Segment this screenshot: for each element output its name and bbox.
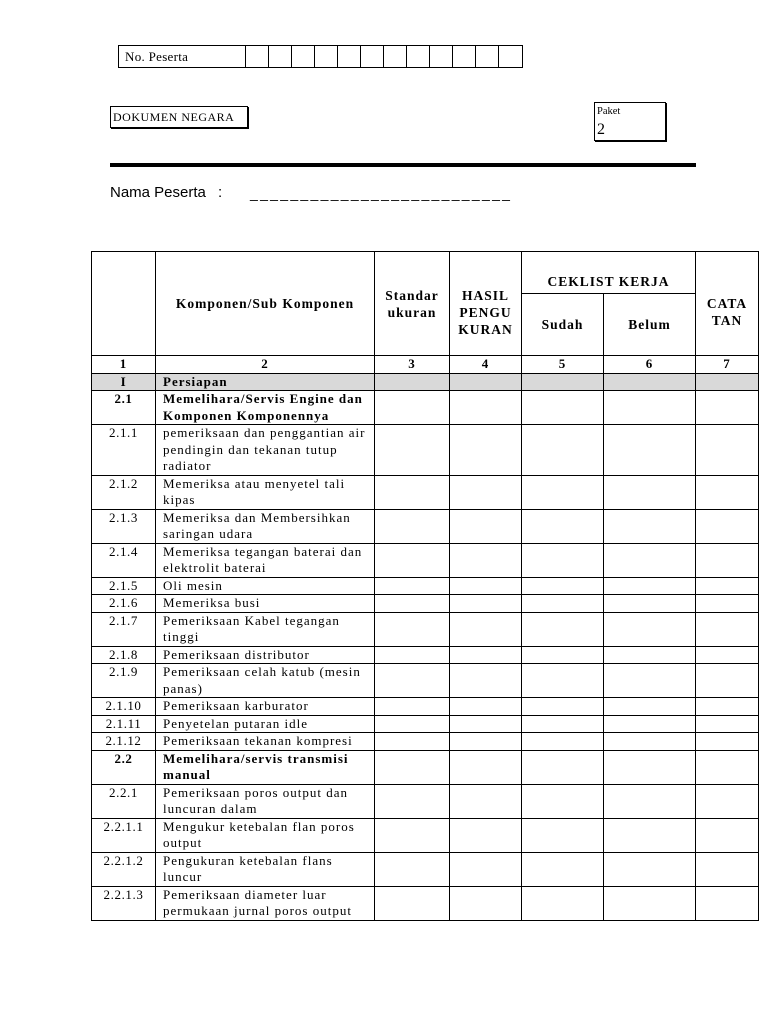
row-number: 2.1.7 bbox=[92, 612, 156, 646]
belum-cell bbox=[604, 475, 696, 509]
row-number: 2.1.1 bbox=[92, 425, 156, 476]
komponen-text: Memelihara/Servis Engine dan Komponen Komponennya bbox=[156, 391, 375, 425]
hasil-pengukuran-cell bbox=[450, 543, 522, 577]
sudah-cell bbox=[522, 543, 604, 577]
hasil-pengukuran-cell bbox=[450, 646, 522, 664]
no-peserta-digit-box bbox=[338, 46, 361, 67]
table-row bbox=[92, 577, 759, 595]
nama-peserta-label: Nama Peserta bbox=[110, 184, 206, 201]
column-number: 1 bbox=[92, 356, 156, 374]
sudah-cell bbox=[522, 373, 604, 391]
sudah-cell bbox=[522, 425, 604, 476]
hasil-pengukuran-column-header: HASIL PENGU KURAN bbox=[450, 252, 522, 356]
sudah-cell bbox=[522, 784, 604, 818]
sudah-cell bbox=[522, 852, 604, 886]
belum-cell bbox=[604, 373, 696, 391]
table-row bbox=[92, 664, 759, 698]
no-peserta-label: No. Peserta bbox=[119, 46, 246, 67]
no-peserta-digit-box bbox=[499, 46, 522, 67]
row-number: 2.1.11 bbox=[92, 715, 156, 733]
no-peserta-digit-box bbox=[246, 46, 269, 67]
no-peserta-digit-box bbox=[407, 46, 430, 67]
column-number: 7 bbox=[696, 356, 759, 374]
standar-ukuran-cell bbox=[375, 698, 450, 716]
hasil-pengukuran-cell bbox=[450, 750, 522, 784]
hasil-pengukuran-cell bbox=[450, 886, 522, 920]
table-row bbox=[92, 784, 759, 818]
hasil-pengukuran-cell bbox=[450, 577, 522, 595]
belum-cell bbox=[604, 715, 696, 733]
row-number: 2.1.8 bbox=[92, 646, 156, 664]
nama-peserta-colon: : bbox=[218, 184, 223, 201]
komponen-text: Mengukur ketebalan flan poros output bbox=[156, 818, 375, 852]
row-number: 2.1.9 bbox=[92, 664, 156, 698]
hasil-pengukuran-cell bbox=[450, 612, 522, 646]
belum-cell bbox=[604, 577, 696, 595]
catatan-cell bbox=[696, 509, 759, 543]
belum-cell bbox=[604, 852, 696, 886]
standar-ukuran-cell bbox=[375, 425, 450, 476]
hasil-pengukuran-cell bbox=[450, 664, 522, 698]
group-row bbox=[92, 391, 759, 425]
table-row bbox=[92, 818, 759, 852]
sudah-cell bbox=[522, 750, 604, 784]
no-peserta-field bbox=[118, 45, 523, 68]
belum-column-header: Belum bbox=[604, 294, 696, 356]
standar-ukuran-cell bbox=[375, 612, 450, 646]
section-title: Persiapan bbox=[156, 373, 375, 391]
row-number: 2.1.2 bbox=[92, 475, 156, 509]
standar-ukuran-cell bbox=[375, 664, 450, 698]
hasil-pengukuran-cell bbox=[450, 595, 522, 613]
standar-ukuran-cell bbox=[375, 391, 450, 425]
sudah-cell bbox=[522, 715, 604, 733]
catatan-cell bbox=[696, 646, 759, 664]
catatan-cell bbox=[696, 664, 759, 698]
catatan-cell bbox=[696, 886, 759, 920]
table-row bbox=[92, 733, 759, 751]
catatan-cell bbox=[696, 577, 759, 595]
header-divider bbox=[110, 163, 696, 167]
komponen-text: Pemeriksaan distributor bbox=[156, 646, 375, 664]
standar-ukuran-column-header: Standar ukuran bbox=[375, 252, 450, 356]
row-number: 2.1 bbox=[92, 391, 156, 425]
paket-label: Paket bbox=[597, 106, 621, 117]
komponen-text: Pemeriksaan tekanan kompresi bbox=[156, 733, 375, 751]
row-number: 2.1.4 bbox=[92, 543, 156, 577]
komponen-text: Memeriksa dan Membersihkan saringan udara bbox=[156, 509, 375, 543]
table-row bbox=[92, 646, 759, 664]
komponen-text: Pemeriksaan poros output dan luncuran dalam bbox=[156, 784, 375, 818]
section-row bbox=[92, 373, 759, 391]
sudah-cell bbox=[522, 475, 604, 509]
table-row bbox=[92, 425, 759, 476]
catatan-cell bbox=[696, 733, 759, 751]
row-number: 2.1.5 bbox=[92, 577, 156, 595]
catatan-cell bbox=[696, 715, 759, 733]
standar-ukuran-cell bbox=[375, 886, 450, 920]
row-number: 2.2.1.3 bbox=[92, 886, 156, 920]
table-row bbox=[92, 886, 759, 920]
hasil-pengukuran-cell bbox=[450, 784, 522, 818]
sudah-cell bbox=[522, 698, 604, 716]
catatan-cell bbox=[696, 852, 759, 886]
sudah-cell bbox=[522, 391, 604, 425]
komponen-text: Penyetelan putaran idle bbox=[156, 715, 375, 733]
sudah-cell bbox=[522, 646, 604, 664]
belum-cell bbox=[604, 509, 696, 543]
table-row bbox=[92, 475, 759, 509]
komponen-text: Pemeriksaan diameter luar permukaan jurnal poros output bbox=[156, 886, 375, 920]
komponen-text: Pemeriksaan Kabel tegangan tinggi bbox=[156, 612, 375, 646]
komponen-text: Pengukuran ketebalan flans luncur bbox=[156, 852, 375, 886]
belum-cell bbox=[604, 750, 696, 784]
nama-peserta-blank-line: __________________________ bbox=[250, 185, 513, 201]
row-number: 2.2 bbox=[92, 750, 156, 784]
hasil-pengukuran-cell bbox=[450, 852, 522, 886]
table-row bbox=[92, 595, 759, 613]
standar-ukuran-cell bbox=[375, 475, 450, 509]
belum-cell bbox=[604, 818, 696, 852]
row-number: 2.1.12 bbox=[92, 733, 156, 751]
belum-cell bbox=[604, 646, 696, 664]
catatan-cell bbox=[696, 698, 759, 716]
no-peserta-digit-box bbox=[476, 46, 499, 67]
komponen-text: Memeriksa atau menyetel tali kipas bbox=[156, 475, 375, 509]
komponen-text: Memeriksa busi bbox=[156, 595, 375, 613]
column-number: 2 bbox=[156, 356, 375, 374]
hasil-pengukuran-cell bbox=[450, 475, 522, 509]
table-row bbox=[92, 612, 759, 646]
komponen-column-header: Komponen/Sub Komponen bbox=[156, 252, 375, 356]
komponen-text: Memelihara/servis transmisi manual bbox=[156, 750, 375, 784]
row-number: 2.1.10 bbox=[92, 698, 156, 716]
hasil-pengukuran-cell bbox=[450, 373, 522, 391]
column-number-row bbox=[92, 356, 759, 374]
hasil-pengukuran-cell bbox=[450, 733, 522, 751]
hasil-pengukuran-cell bbox=[450, 509, 522, 543]
belum-cell bbox=[604, 784, 696, 818]
column-number: 4 bbox=[450, 356, 522, 374]
sudah-cell bbox=[522, 509, 604, 543]
sudah-cell bbox=[522, 733, 604, 751]
sudah-cell bbox=[522, 886, 604, 920]
table-row bbox=[92, 852, 759, 886]
sudah-cell bbox=[522, 612, 604, 646]
row-number: 2.2.1.2 bbox=[92, 852, 156, 886]
table-row bbox=[92, 698, 759, 716]
row-number: 2.2.1 bbox=[92, 784, 156, 818]
no-peserta-digit-box bbox=[269, 46, 292, 67]
paket-box bbox=[594, 102, 666, 141]
no-peserta-digit-box bbox=[453, 46, 476, 67]
standar-ukuran-cell bbox=[375, 646, 450, 664]
standar-ukuran-cell bbox=[375, 373, 450, 391]
standar-ukuran-cell bbox=[375, 852, 450, 886]
no-peserta-digit-box bbox=[430, 46, 453, 67]
belum-cell bbox=[604, 733, 696, 751]
catatan-cell bbox=[696, 784, 759, 818]
no-peserta-digit-box bbox=[384, 46, 407, 67]
catatan-cell bbox=[696, 750, 759, 784]
catatan-cell bbox=[696, 391, 759, 425]
column-number: 6 bbox=[604, 356, 696, 374]
section-number: I bbox=[92, 373, 156, 391]
table-row bbox=[92, 509, 759, 543]
belum-cell bbox=[604, 425, 696, 476]
no-peserta-digit-box bbox=[361, 46, 384, 67]
belum-cell bbox=[604, 612, 696, 646]
catatan-cell bbox=[696, 595, 759, 613]
standar-ukuran-cell bbox=[375, 818, 450, 852]
sudah-cell bbox=[522, 595, 604, 613]
belum-cell bbox=[604, 543, 696, 577]
catatan-cell bbox=[696, 373, 759, 391]
catatan-column-header: CATA TAN bbox=[696, 252, 759, 356]
checklist-table bbox=[91, 251, 759, 921]
belum-cell bbox=[604, 391, 696, 425]
standar-ukuran-cell bbox=[375, 577, 450, 595]
table-header-row bbox=[92, 252, 759, 294]
paket-value: 2 bbox=[597, 121, 605, 138]
belum-cell bbox=[604, 886, 696, 920]
catatan-cell bbox=[696, 475, 759, 509]
standar-ukuran-cell bbox=[375, 784, 450, 818]
ceklist-kerja-header: CEKLIST KERJA bbox=[522, 252, 696, 294]
hasil-pengukuran-cell bbox=[450, 425, 522, 476]
komponen-text: Pemeriksaan karburator bbox=[156, 698, 375, 716]
komponen-text: Pemeriksaan celah katub (mesin panas) bbox=[156, 664, 375, 698]
sudah-cell bbox=[522, 818, 604, 852]
catatan-cell bbox=[696, 543, 759, 577]
komponen-text: pemeriksaan dan penggantian air pendingin dan tekanan tutup radiator bbox=[156, 425, 375, 476]
hasil-pengukuran-cell bbox=[450, 391, 522, 425]
number-column-header bbox=[92, 252, 156, 356]
standar-ukuran-cell bbox=[375, 595, 450, 613]
standar-ukuran-cell bbox=[375, 733, 450, 751]
hasil-pengukuran-cell bbox=[450, 698, 522, 716]
komponen-text: Memeriksa tegangan baterai dan elektrolit baterai bbox=[156, 543, 375, 577]
group-row bbox=[92, 750, 759, 784]
belum-cell bbox=[604, 698, 696, 716]
catatan-cell bbox=[696, 425, 759, 476]
komponen-text: Oli mesin bbox=[156, 577, 375, 595]
no-peserta-digit-box bbox=[315, 46, 338, 67]
table-row bbox=[92, 543, 759, 577]
hasil-pengukuran-cell bbox=[450, 715, 522, 733]
row-number: 2.1.6 bbox=[92, 595, 156, 613]
dokumen-negara-label: DOKUMEN NEGARA bbox=[110, 106, 248, 128]
no-peserta-digit-box bbox=[292, 46, 315, 67]
catatan-cell bbox=[696, 612, 759, 646]
sudah-cell bbox=[522, 577, 604, 595]
row-number: 2.1.3 bbox=[92, 509, 156, 543]
standar-ukuran-cell bbox=[375, 750, 450, 784]
sudah-cell bbox=[522, 664, 604, 698]
standar-ukuran-cell bbox=[375, 543, 450, 577]
standar-ukuran-cell bbox=[375, 509, 450, 543]
belum-cell bbox=[604, 595, 696, 613]
standar-ukuran-cell bbox=[375, 715, 450, 733]
column-number: 3 bbox=[375, 356, 450, 374]
row-number: 2.2.1.1 bbox=[92, 818, 156, 852]
sudah-column-header: Sudah bbox=[522, 294, 604, 356]
table-row bbox=[92, 715, 759, 733]
hasil-pengukuran-cell bbox=[450, 818, 522, 852]
catatan-cell bbox=[696, 818, 759, 852]
belum-cell bbox=[604, 664, 696, 698]
column-number: 5 bbox=[522, 356, 604, 374]
